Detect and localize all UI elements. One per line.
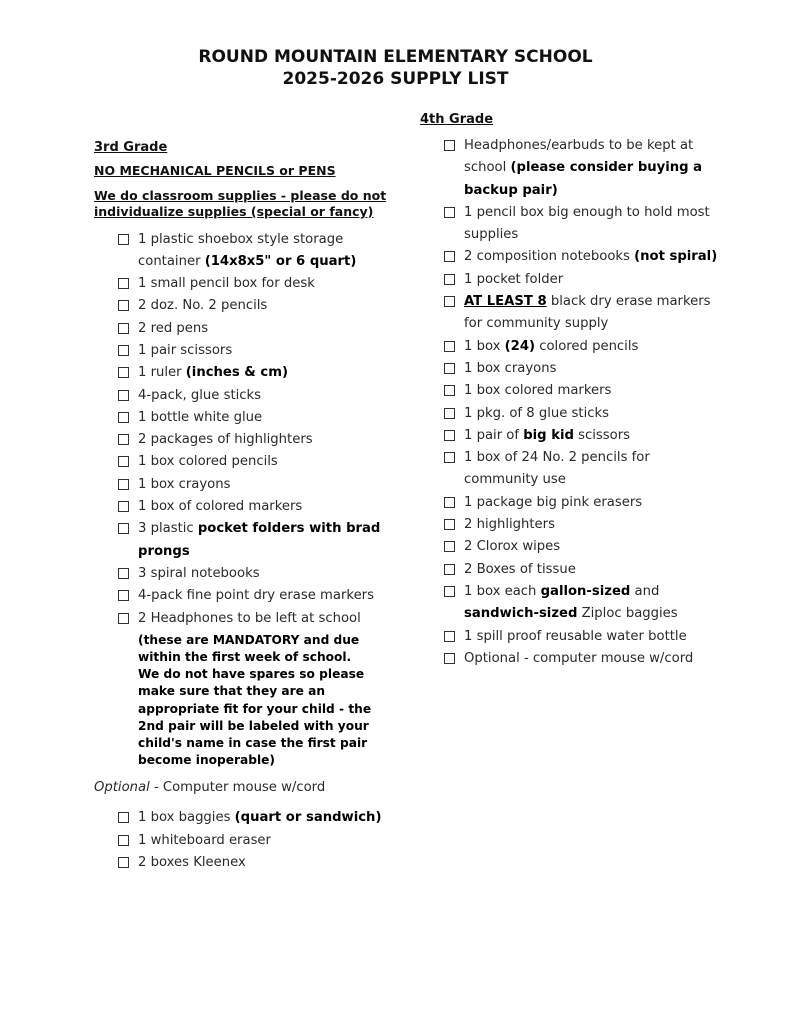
- list-item: [118, 429, 394, 451]
- checkbox-icon[interactable]: [444, 430, 455, 441]
- list-item: [444, 492, 720, 514]
- checkbox-icon[interactable]: [444, 140, 455, 151]
- item-lead-bold-u: AT LEAST 8: [464, 294, 547, 310]
- item-text: 2 boxes Kleenex: [138, 855, 246, 871]
- item-text: 1 package big pink erasers: [464, 494, 643, 510]
- item-text: 1 spill proof reusable water bottle: [464, 628, 687, 644]
- list-item: [118, 295, 394, 317]
- item-text: 2 Clorox wipes: [464, 539, 561, 555]
- list-item: [444, 358, 720, 380]
- checkbox-icon[interactable]: [118, 434, 129, 445]
- item-text: 2 red pens: [138, 320, 209, 336]
- checkbox-icon[interactable]: [444, 274, 455, 285]
- list-item: [444, 626, 720, 648]
- list-item: [444, 514, 720, 536]
- item-text3: Ziploc baggies: [577, 606, 678, 622]
- item-text: 4-pack, glue sticks: [138, 387, 262, 403]
- checkbox-icon[interactable]: [118, 568, 129, 579]
- checkbox-icon[interactable]: [444, 296, 455, 307]
- headphones-mandatory-note: (these are MANDATORY and due within the first week of school. We do not have spares so please make sure that they are an appropriate fit for your child - the 2nd pair will be labeled with your child's name in case the first pair become inoperable): [138, 632, 372, 768]
- grade-3-extra-list: [118, 807, 394, 874]
- checkbox-icon[interactable]: [444, 207, 455, 218]
- list-item: [444, 380, 720, 402]
- checkbox-icon[interactable]: [444, 541, 455, 552]
- list-item: [444, 425, 720, 447]
- checkbox-icon[interactable]: [118, 523, 129, 534]
- list-item: [118, 496, 394, 518]
- item-text: 1 ruler: [138, 365, 186, 381]
- list-item: [444, 648, 720, 670]
- optional-label: Optional: [94, 780, 150, 796]
- item-bold2: sandwich-sized: [464, 606, 578, 622]
- list-item: [118, 518, 394, 563]
- optional-line: [94, 777, 394, 799]
- checkbox-icon[interactable]: [118, 367, 129, 378]
- list-item: [118, 318, 394, 340]
- checkbox-icon[interactable]: [444, 452, 455, 463]
- grade-4-section: [420, 110, 720, 670]
- checkbox-icon[interactable]: [118, 345, 129, 356]
- school-name: ROUND MOUNTAIN ELEMENTARY SCHOOL: [198, 47, 593, 67]
- list-item: [118, 340, 394, 362]
- item-bold: (quart or sandwich): [234, 810, 382, 826]
- item-text: 1 box each: [464, 583, 541, 599]
- checkbox-icon[interactable]: [118, 857, 129, 868]
- item-text: 1 box of 24 No. 2 pencils for community use: [464, 450, 650, 488]
- checkbox-icon[interactable]: [444, 251, 455, 262]
- checkbox-icon[interactable]: [444, 653, 455, 664]
- list-item: [444, 536, 720, 558]
- item-bold: (24): [504, 338, 536, 354]
- checkbox-icon[interactable]: [444, 519, 455, 530]
- item-text: 1 whiteboard eraser: [138, 832, 271, 848]
- checkbox-icon[interactable]: [118, 835, 129, 846]
- list-item: [444, 202, 720, 247]
- item-bold: pocket folders with brad prongs: [138, 521, 381, 559]
- grade-4-heading: 4th Grade: [420, 112, 494, 127]
- list-item: [444, 269, 720, 291]
- item-text: 1 pair scissors: [138, 342, 233, 358]
- grade-3-heading: 3rd Grade: [94, 140, 168, 155]
- item-text: Headphones/earbuds to be kept at school: [464, 138, 694, 176]
- list-item: [118, 385, 394, 407]
- list-item: [118, 273, 394, 295]
- grade-3-supply-list: [118, 229, 394, 630]
- item-text2: colored pencils: [535, 338, 639, 354]
- item-text: 1 box of colored markers: [138, 499, 303, 515]
- list-item: [118, 229, 394, 274]
- item-text: 1 box colored pencils: [138, 454, 278, 470]
- list-item: [118, 585, 394, 607]
- checkbox-icon[interactable]: [118, 501, 129, 512]
- checkbox-icon[interactable]: [444, 385, 455, 396]
- item-bold: (inches & cm): [185, 365, 288, 381]
- checkbox-icon[interactable]: [444, 363, 455, 374]
- list-item: [444, 336, 720, 358]
- checkbox-icon[interactable]: [118, 278, 129, 289]
- list-item: [118, 608, 394, 630]
- item-bold: (14x8x5" or 6 quart): [204, 253, 357, 269]
- item-text: 1 small pencil box for desk: [138, 276, 315, 292]
- item-bold: gallon-sized: [540, 583, 631, 599]
- list-item: [444, 581, 720, 626]
- list-item: [118, 830, 394, 852]
- checkbox-icon[interactable]: [118, 412, 129, 423]
- list-item: [444, 559, 720, 581]
- supply-list-year: 2025-2026 SUPPLY LIST: [282, 69, 509, 89]
- item-text: 1 pkg. of 8 glue sticks: [464, 405, 609, 421]
- list-item: [118, 407, 394, 429]
- item-text: 1 pair of: [464, 427, 524, 443]
- checkbox-icon[interactable]: [118, 590, 129, 601]
- item-text: 1 box crayons: [138, 476, 231, 492]
- grade-4-supply-list: [444, 135, 720, 670]
- list-item: [118, 852, 394, 874]
- list-item: [444, 403, 720, 425]
- item-bold: big kid: [523, 427, 574, 443]
- optional-text: - Computer mouse w/cord: [149, 780, 326, 796]
- item-text: 1 plastic shoebox style storage container: [138, 231, 344, 269]
- document-title: [0, 46, 791, 90]
- item-text: Optional - computer mouse w/cord: [464, 650, 694, 666]
- checkbox-icon[interactable]: [118, 300, 129, 311]
- list-item: [118, 807, 394, 829]
- list-item: [118, 474, 394, 496]
- checkbox-icon[interactable]: [444, 586, 455, 597]
- item-text: 1 pocket folder: [464, 271, 564, 287]
- checkbox-icon[interactable]: [118, 323, 129, 334]
- list-item: [444, 447, 720, 492]
- item-text2: and: [630, 583, 660, 599]
- checkbox-icon[interactable]: [118, 613, 129, 624]
- item-text: 1 box crayons: [464, 360, 557, 376]
- checkbox-icon[interactable]: [444, 408, 455, 419]
- list-item: [444, 246, 720, 268]
- checkbox-icon[interactable]: [118, 479, 129, 490]
- no-mechanical-pencils-note: NO MECHANICAL PENCILS or PENS: [94, 163, 336, 178]
- item-text2: scissors: [573, 427, 631, 443]
- item-text: 1 bottle white glue: [138, 409, 263, 425]
- checkbox-icon[interactable]: [444, 564, 455, 575]
- checkbox-icon[interactable]: [118, 234, 129, 245]
- list-item: [444, 135, 720, 202]
- item-text: 3 plastic: [138, 521, 198, 537]
- checkbox-icon[interactable]: [444, 341, 455, 352]
- list-item: [444, 291, 720, 336]
- item-text: 4-pack fine point dry erase markers: [138, 588, 374, 604]
- item-text: 2 highlighters: [464, 517, 555, 533]
- item-text: black dry erase markers for community supply: [464, 294, 711, 332]
- item-text: 1 box colored markers: [464, 383, 612, 399]
- item-text: 2 packages of highlighters: [138, 432, 313, 448]
- checkbox-icon[interactable]: [118, 812, 129, 823]
- list-item: [118, 563, 394, 585]
- list-item: [118, 451, 394, 473]
- item-text: 3 spiral notebooks: [138, 565, 260, 581]
- item-bold: (not spiral): [634, 249, 718, 265]
- item-text: 2 doz. No. 2 pencils: [138, 298, 268, 314]
- item-text: 1 pencil box big enough to hold most supplies: [464, 204, 710, 243]
- checkbox-icon[interactable]: [118, 456, 129, 467]
- checkbox-icon[interactable]: [118, 390, 129, 401]
- list-item: [118, 362, 394, 384]
- checkbox-icon[interactable]: [444, 497, 455, 508]
- checkbox-icon[interactable]: [444, 631, 455, 642]
- item-text: 1 box baggies: [138, 810, 235, 826]
- item-text: 2 Boxes of tissue: [464, 561, 576, 577]
- grade-3-section: [94, 138, 394, 874]
- classroom-supplies-note: We do classroom supplies - please do not individualize supplies (special or fancy): [94, 187, 387, 219]
- item-text: 1 box: [464, 338, 505, 354]
- item-bold: (please consider buying a backup pair): [464, 160, 703, 198]
- item-text: 2 composition notebooks: [464, 249, 635, 265]
- item-text: 2 Headphones to be left at school: [138, 610, 361, 626]
